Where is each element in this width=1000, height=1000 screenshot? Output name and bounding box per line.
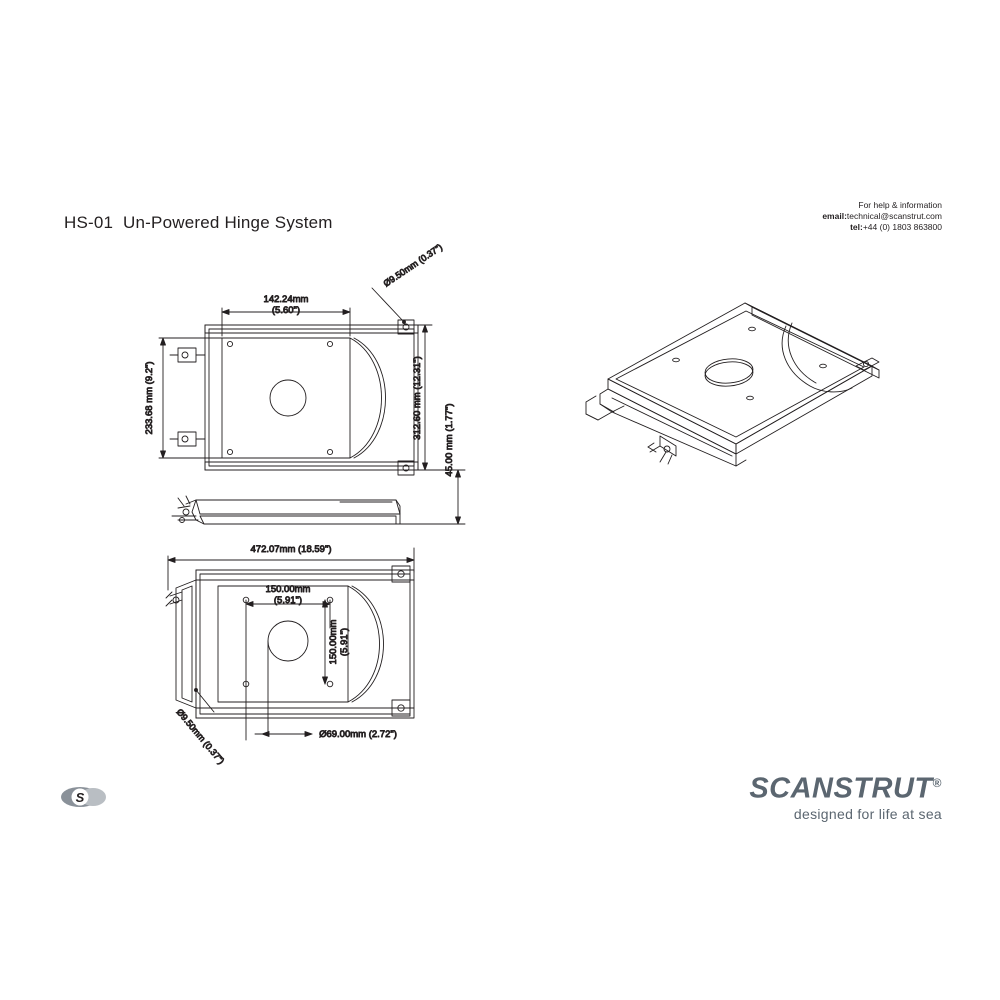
dimension-label-hole-spacing-y-line1: 150.00mm bbox=[328, 619, 339, 665]
scanstrut-s-logo-icon bbox=[60, 784, 112, 810]
dimension-height-inner bbox=[159, 338, 222, 458]
dimension-hole-spacing-y bbox=[323, 600, 328, 684]
side-elevation-view bbox=[172, 403, 465, 524]
dimension-depth-side bbox=[400, 470, 465, 524]
contact-tel-label: tel: bbox=[850, 222, 863, 232]
top-view-plan bbox=[144, 242, 444, 475]
dimension-label-fixing-hole-dia: Ø9.50mm (0.37") bbox=[174, 706, 227, 766]
contact-line-tel bbox=[822, 222, 942, 233]
svg-text:S: S bbox=[75, 790, 85, 805]
brand-name bbox=[749, 768, 942, 804]
dimension-label-depth-side: 45.00 mm (1.77") bbox=[444, 403, 455, 477]
brand-registered-mark: ® bbox=[932, 776, 942, 791]
contact-email-value: technical@scanstrut.com bbox=[846, 211, 942, 221]
bottom-plan-view bbox=[166, 544, 414, 766]
dimension-hole-dia-top bbox=[372, 288, 406, 324]
contact-line-email bbox=[822, 211, 942, 222]
dimension-fixing-hole-dia-bottom bbox=[195, 689, 215, 713]
brand-block bbox=[749, 768, 942, 822]
dimension-hole-spacing-x bbox=[246, 600, 330, 740]
dimension-overall-length bbox=[168, 548, 414, 590]
dimension-label-height-outer: 312.60 mm (12.31") bbox=[412, 356, 423, 440]
contact-tel-value: +44 (0) 1803 863800 bbox=[862, 222, 942, 232]
dimension-width-top bbox=[222, 308, 350, 336]
dimension-label-hole-spacing-x-line1: 150.00mm bbox=[265, 584, 311, 595]
contact-line-help: For help & information bbox=[858, 200, 942, 210]
dimension-label-width-top-line1: 142.24mm bbox=[263, 294, 309, 305]
brand-tagline: designed for life at sea bbox=[793, 806, 942, 822]
dimension-label-overall-length: 472.07mm (18.59") bbox=[250, 544, 332, 555]
dimension-label-hole-dia-top: Ø9.50mm (0.37") bbox=[381, 241, 445, 289]
dimension-centre-hole-dia bbox=[255, 641, 312, 737]
page-title: HS-01 Un-Powered Hinge System bbox=[64, 213, 333, 232]
isometric-view bbox=[586, 303, 879, 466]
dimension-label-centre-hole-dia: Ø69.00mm (2.72") bbox=[319, 729, 397, 740]
dimension-label-hole-spacing-x-line2: (5.91") bbox=[273, 595, 303, 606]
dimension-label-hole-spacing-y-line2: (5.91") bbox=[339, 627, 350, 657]
dimension-label-width-top-line2: (5.60") bbox=[271, 305, 301, 316]
contact-email-label: email: bbox=[822, 211, 847, 221]
dimension-label-height-inner: 233.68 mm (9.2") bbox=[144, 361, 155, 435]
brand-name-text: SCANSTRUT bbox=[749, 773, 933, 805]
dimension-height-outer bbox=[418, 325, 432, 470]
contact-info bbox=[822, 200, 942, 233]
